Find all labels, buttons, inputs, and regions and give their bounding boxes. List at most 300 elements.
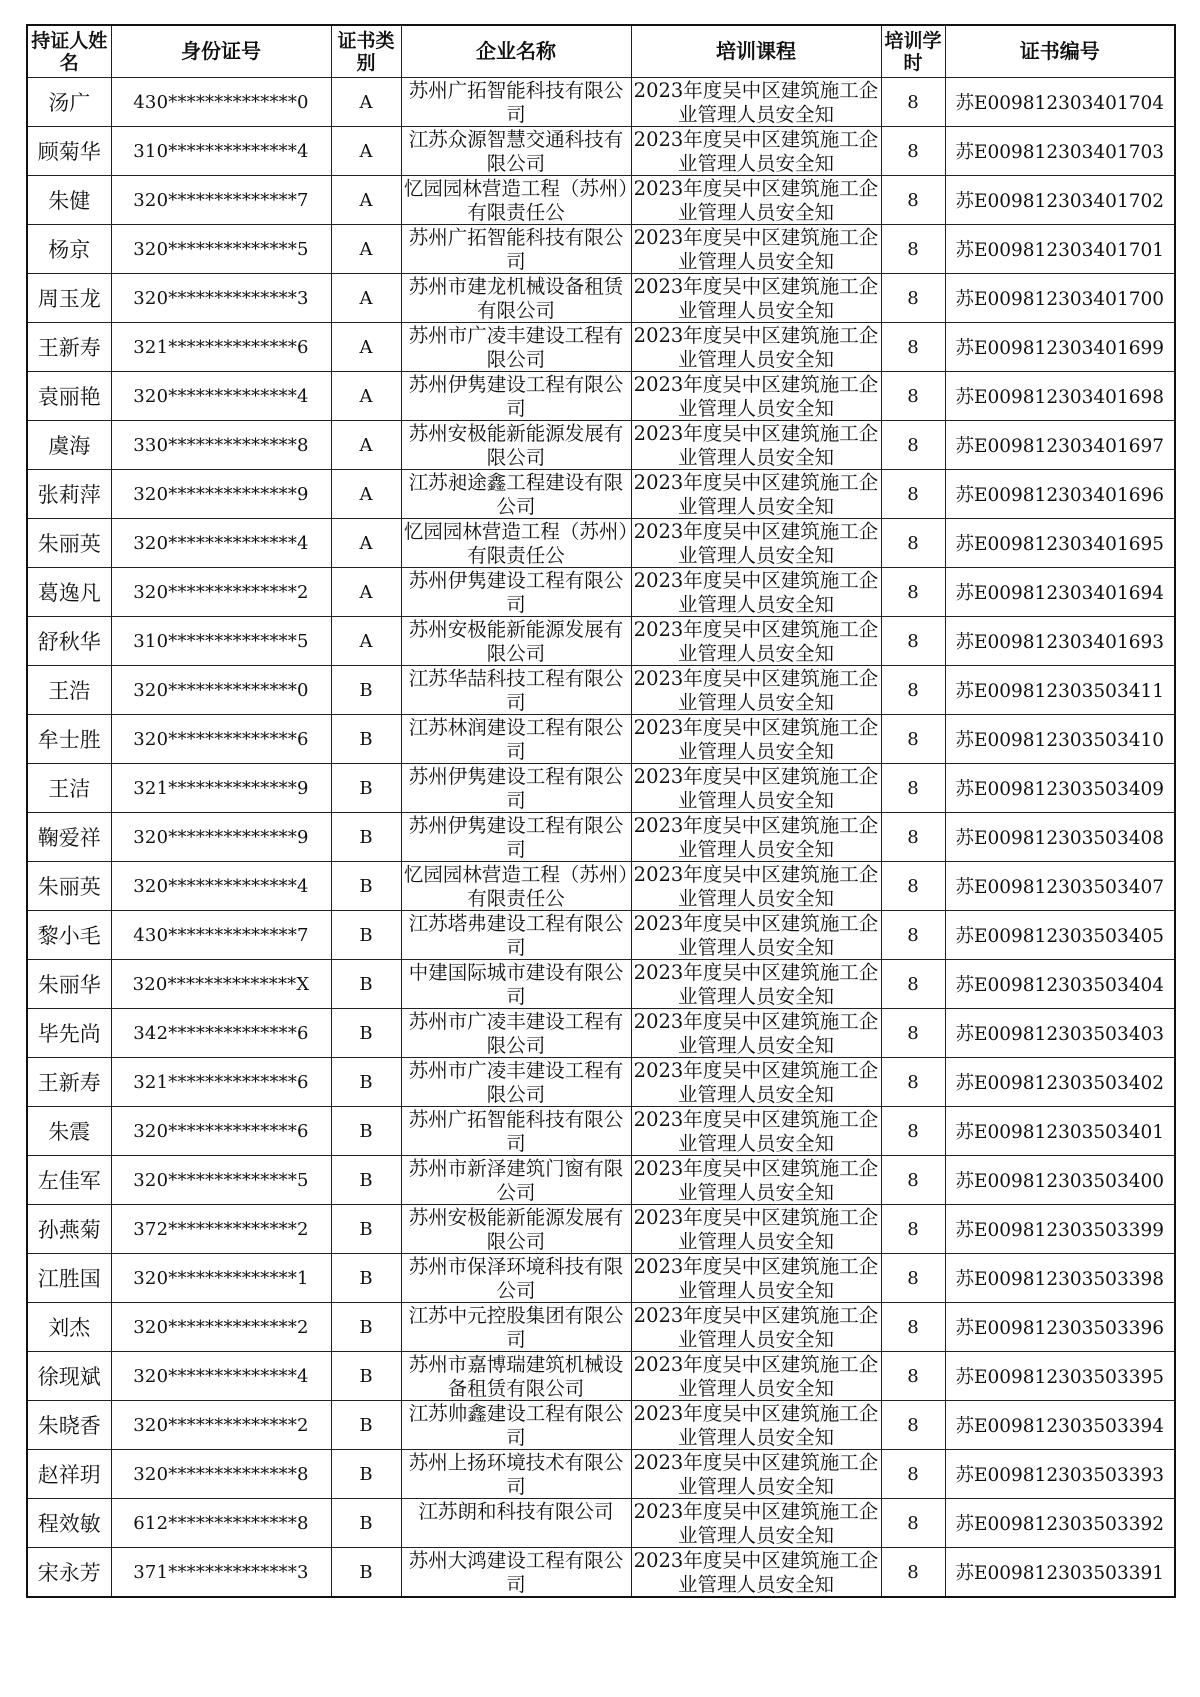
cell-id-number: 321**************6 bbox=[111, 1058, 331, 1107]
cell-hours: 8 bbox=[881, 1303, 945, 1352]
cell-course-text: 2023年度吴中区建筑施工企业管理人员安全知 bbox=[633, 422, 879, 468]
cell-cert-type: B bbox=[331, 911, 401, 960]
cell-id-number: 321**************9 bbox=[111, 764, 331, 813]
cell-id-number: 320**************2 bbox=[111, 568, 331, 617]
cell-company bbox=[401, 127, 631, 176]
table-row bbox=[27, 715, 1175, 764]
table-body bbox=[27, 78, 1175, 1598]
cell-hours: 8 bbox=[881, 862, 945, 911]
cell-cert-type: B bbox=[331, 1156, 401, 1205]
table-row bbox=[27, 862, 1175, 911]
cell-cert-number: 苏E009812303503409 bbox=[945, 764, 1175, 813]
header-cert-type: 证书类别 bbox=[331, 25, 401, 78]
cell-id-number: 320**************3 bbox=[111, 274, 331, 323]
cell-company-text: 江苏林润建设工程有限公司 bbox=[408, 716, 624, 762]
cell-cert-number: 苏E009812303401693 bbox=[945, 617, 1175, 666]
cell-course-text: 2023年度吴中区建筑施工企业管理人员安全知 bbox=[633, 1157, 879, 1203]
cell-course-text: 2023年度吴中区建筑施工企业管理人员安全知 bbox=[633, 1402, 879, 1448]
cell-id-number: 612**************8 bbox=[111, 1499, 331, 1548]
table-row bbox=[27, 421, 1175, 470]
cell-course bbox=[631, 568, 881, 617]
table-row bbox=[27, 960, 1175, 1009]
table-row bbox=[27, 1548, 1175, 1598]
cell-cert-number: 苏E009812303503402 bbox=[945, 1058, 1175, 1107]
cell-holder-name: 顾菊华 bbox=[27, 127, 111, 176]
cell-hours: 8 bbox=[881, 1352, 945, 1401]
cell-course bbox=[631, 176, 881, 225]
cell-holder-name: 王新寿 bbox=[27, 323, 111, 372]
cell-company-text: 苏州市新泽建筑门窗有限公司 bbox=[408, 1157, 624, 1203]
cell-cert-type: A bbox=[331, 519, 401, 568]
cell-id-number: 430**************7 bbox=[111, 911, 331, 960]
cell-holder-name: 宋永芳 bbox=[27, 1548, 111, 1598]
cell-id-number: 320**************5 bbox=[111, 225, 331, 274]
cell-id-number: 320**************6 bbox=[111, 715, 331, 764]
cell-cert-number: 苏E009812303503392 bbox=[945, 1499, 1175, 1548]
cell-cert-type: B bbox=[331, 764, 401, 813]
cell-company-text: 苏州广拓智能科技有限公司 bbox=[408, 79, 624, 125]
cell-company-text: 苏州伊隽建设工程有限公司 bbox=[408, 373, 624, 419]
cell-company bbox=[401, 1009, 631, 1058]
cell-id-number: 320**************7 bbox=[111, 176, 331, 225]
cell-holder-name: 舒秋华 bbox=[27, 617, 111, 666]
cell-hours: 8 bbox=[881, 911, 945, 960]
cell-course bbox=[631, 960, 881, 1009]
cell-company-text: 江苏昶途鑫工程建设有限公司 bbox=[408, 471, 624, 517]
cell-company-text: 苏州安极能新能源发展有限公司 bbox=[408, 618, 624, 664]
cell-cert-type: A bbox=[331, 617, 401, 666]
cell-company bbox=[401, 274, 631, 323]
cell-cert-number: 苏E009812303503396 bbox=[945, 1303, 1175, 1352]
cell-course bbox=[631, 225, 881, 274]
cell-company bbox=[401, 1205, 631, 1254]
header-company: 企业名称 bbox=[401, 25, 631, 78]
cell-id-number: 320**************9 bbox=[111, 813, 331, 862]
cell-course-text: 2023年度吴中区建筑施工企业管理人员安全知 bbox=[633, 765, 879, 811]
cell-id-number: 320**************8 bbox=[111, 1450, 331, 1499]
cell-cert-type: B bbox=[331, 715, 401, 764]
cell-cert-number: 苏E009812303401704 bbox=[945, 78, 1175, 127]
cell-cert-number: 苏E009812303401696 bbox=[945, 470, 1175, 519]
cell-cert-type: A bbox=[331, 78, 401, 127]
cell-course bbox=[631, 1548, 881, 1598]
cell-company bbox=[401, 911, 631, 960]
cell-cert-type: B bbox=[331, 1401, 401, 1450]
cell-company bbox=[401, 225, 631, 274]
table-row bbox=[27, 1205, 1175, 1254]
table-row bbox=[27, 1156, 1175, 1205]
cell-cert-number: 苏E009812303503395 bbox=[945, 1352, 1175, 1401]
cell-course bbox=[631, 1009, 881, 1058]
cell-company-text: 苏州上扬环境技术有限公司 bbox=[408, 1451, 624, 1497]
table-row bbox=[27, 1107, 1175, 1156]
cell-cert-number: 苏E009812303503408 bbox=[945, 813, 1175, 862]
cell-cert-number: 苏E009812303401702 bbox=[945, 176, 1175, 225]
cell-hours: 8 bbox=[881, 421, 945, 470]
cell-course bbox=[631, 1205, 881, 1254]
cell-course bbox=[631, 764, 881, 813]
cell-course bbox=[631, 1058, 881, 1107]
cell-course bbox=[631, 911, 881, 960]
table-row bbox=[27, 666, 1175, 715]
cell-holder-name: 左佳军 bbox=[27, 1156, 111, 1205]
cell-cert-number: 苏E009812303401694 bbox=[945, 568, 1175, 617]
cell-company-text: 苏州市广凌丰建设工程有限公司 bbox=[408, 1059, 624, 1105]
table-row bbox=[27, 568, 1175, 617]
certificate-table bbox=[26, 24, 1176, 1598]
cell-company-text: 苏州伊隽建设工程有限公司 bbox=[408, 569, 624, 615]
cell-id-number: 371**************3 bbox=[111, 1548, 331, 1598]
cell-holder-name: 朱晓香 bbox=[27, 1401, 111, 1450]
cell-hours: 8 bbox=[881, 519, 945, 568]
cell-holder-name: 鞠爱祥 bbox=[27, 813, 111, 862]
table-row bbox=[27, 1450, 1175, 1499]
cell-course bbox=[631, 1499, 881, 1548]
cell-course bbox=[631, 470, 881, 519]
cell-cert-type: B bbox=[331, 813, 401, 862]
cell-holder-name: 孙燕菊 bbox=[27, 1205, 111, 1254]
cell-id-number: 330**************8 bbox=[111, 421, 331, 470]
cell-hours: 8 bbox=[881, 225, 945, 274]
cell-holder-name: 江胜国 bbox=[27, 1254, 111, 1303]
cell-course-text: 2023年度吴中区建筑施工企业管理人员安全知 bbox=[633, 569, 879, 615]
cell-company-text: 江苏塔弗建设工程有限公司 bbox=[408, 912, 624, 958]
cell-course bbox=[631, 715, 881, 764]
cell-cert-number: 苏E009812303401700 bbox=[945, 274, 1175, 323]
cell-company-text: 苏州市保泽环境科技有限公司 bbox=[408, 1255, 624, 1301]
table-row bbox=[27, 176, 1175, 225]
cell-cert-number: 苏E009812303503391 bbox=[945, 1548, 1175, 1598]
cell-course-text: 2023年度吴中区建筑施工企业管理人员安全知 bbox=[633, 961, 879, 1007]
cell-hours: 8 bbox=[881, 372, 945, 421]
cell-course-text: 2023年度吴中区建筑施工企业管理人员安全知 bbox=[633, 716, 879, 762]
cell-cert-type: A bbox=[331, 274, 401, 323]
cell-course bbox=[631, 1450, 881, 1499]
cell-cert-type: A bbox=[331, 323, 401, 372]
cell-hours: 8 bbox=[881, 764, 945, 813]
cell-course bbox=[631, 1303, 881, 1352]
cell-company bbox=[401, 1303, 631, 1352]
cell-hours: 8 bbox=[881, 568, 945, 617]
table-row bbox=[27, 911, 1175, 960]
cell-company-text: 江苏华喆科技工程有限公司 bbox=[408, 667, 624, 713]
cell-course-text: 2023年度吴中区建筑施工企业管理人员安全知 bbox=[633, 1206, 879, 1252]
cell-holder-name: 王洁 bbox=[27, 764, 111, 813]
cell-course bbox=[631, 666, 881, 715]
cell-cert-number: 苏E009812303503400 bbox=[945, 1156, 1175, 1205]
cell-cert-type: A bbox=[331, 470, 401, 519]
cell-course-text: 2023年度吴中区建筑施工企业管理人员安全知 bbox=[633, 1059, 879, 1105]
cell-hours: 8 bbox=[881, 1401, 945, 1450]
cell-cert-number: 苏E009812303503393 bbox=[945, 1450, 1175, 1499]
cell-cert-type: B bbox=[331, 1352, 401, 1401]
cell-course-text: 2023年度吴中区建筑施工企业管理人员安全知 bbox=[633, 1353, 879, 1399]
cell-cert-type: B bbox=[331, 862, 401, 911]
cell-cert-number: 苏E009812303503403 bbox=[945, 1009, 1175, 1058]
header-holder-name: 持证人姓名 bbox=[27, 25, 111, 78]
cell-company bbox=[401, 1352, 631, 1401]
table-row bbox=[27, 470, 1175, 519]
cell-id-number: 320**************2 bbox=[111, 1401, 331, 1450]
cell-course-text: 2023年度吴中区建筑施工企业管理人员安全知 bbox=[633, 373, 879, 419]
cell-id-number: 320**************X bbox=[111, 960, 331, 1009]
cell-hours: 8 bbox=[881, 1058, 945, 1107]
cell-course bbox=[631, 78, 881, 127]
cell-hours: 8 bbox=[881, 1156, 945, 1205]
cell-course-text: 2023年度吴中区建筑施工企业管理人员安全知 bbox=[633, 667, 879, 713]
cell-company bbox=[401, 1156, 631, 1205]
table-row bbox=[27, 127, 1175, 176]
cell-course bbox=[631, 519, 881, 568]
cell-id-number: 320**************4 bbox=[111, 1352, 331, 1401]
cell-course-text: 2023年度吴中区建筑施工企业管理人员安全知 bbox=[633, 618, 879, 664]
cell-course bbox=[631, 1352, 881, 1401]
cell-hours: 8 bbox=[881, 1009, 945, 1058]
table-row bbox=[27, 372, 1175, 421]
cell-company bbox=[401, 617, 631, 666]
table-row bbox=[27, 225, 1175, 274]
cell-course bbox=[631, 1254, 881, 1303]
cell-id-number: 320**************4 bbox=[111, 372, 331, 421]
cell-cert-number: 苏E009812303401697 bbox=[945, 421, 1175, 470]
cell-cert-number: 苏E009812303503404 bbox=[945, 960, 1175, 1009]
cell-company-text: 江苏朗和科技有限公司 bbox=[418, 1500, 614, 1523]
cell-holder-name: 周玉龙 bbox=[27, 274, 111, 323]
table-row bbox=[27, 1352, 1175, 1401]
cell-cert-type: A bbox=[331, 127, 401, 176]
cell-id-number: 320**************6 bbox=[111, 1107, 331, 1156]
cell-cert-type: B bbox=[331, 1254, 401, 1303]
cell-id-number: 320**************9 bbox=[111, 470, 331, 519]
cell-cert-type: B bbox=[331, 666, 401, 715]
table-row bbox=[27, 274, 1175, 323]
cell-company bbox=[401, 78, 631, 127]
cell-hours: 8 bbox=[881, 323, 945, 372]
cell-company-text: 忆园园林营造工程（苏州）有限责任公 bbox=[403, 863, 629, 909]
cell-company bbox=[401, 1107, 631, 1156]
cell-hours: 8 bbox=[881, 1107, 945, 1156]
cell-company bbox=[401, 862, 631, 911]
cell-course-text: 2023年度吴中区建筑施工企业管理人员安全知 bbox=[633, 275, 879, 321]
table-row bbox=[27, 1009, 1175, 1058]
cell-cert-type: A bbox=[331, 421, 401, 470]
cell-course-text: 2023年度吴中区建筑施工企业管理人员安全知 bbox=[633, 128, 879, 174]
cell-holder-name: 朱丽英 bbox=[27, 862, 111, 911]
cell-company-text: 江苏帅鑫建设工程有限公司 bbox=[408, 1402, 624, 1448]
cell-holder-name: 程效敏 bbox=[27, 1499, 111, 1548]
cell-id-number: 321**************6 bbox=[111, 323, 331, 372]
cell-company bbox=[401, 568, 631, 617]
cell-course bbox=[631, 617, 881, 666]
cell-company bbox=[401, 764, 631, 813]
cell-hours: 8 bbox=[881, 715, 945, 764]
cell-company-text: 苏州安极能新能源发展有限公司 bbox=[408, 1206, 624, 1252]
cell-id-number: 342**************6 bbox=[111, 1009, 331, 1058]
cell-cert-number: 苏E009812303401698 bbox=[945, 372, 1175, 421]
cell-course-text: 2023年度吴中区建筑施工企业管理人员安全知 bbox=[633, 1304, 879, 1350]
cell-course-text: 2023年度吴中区建筑施工企业管理人员安全知 bbox=[633, 177, 879, 223]
cell-cert-type: B bbox=[331, 1499, 401, 1548]
cell-hours: 8 bbox=[881, 78, 945, 127]
cell-cert-number: 苏E009812303503411 bbox=[945, 666, 1175, 715]
cell-id-number: 310**************5 bbox=[111, 617, 331, 666]
table-row bbox=[27, 1401, 1175, 1450]
cell-holder-name: 汤广 bbox=[27, 78, 111, 127]
cell-cert-number: 苏E009812303503407 bbox=[945, 862, 1175, 911]
cell-company-text: 苏州广拓智能科技有限公司 bbox=[408, 1108, 624, 1154]
cell-holder-name: 张莉萍 bbox=[27, 470, 111, 519]
cell-cert-type: B bbox=[331, 1205, 401, 1254]
cell-company bbox=[401, 1450, 631, 1499]
table-row bbox=[27, 78, 1175, 127]
cell-course bbox=[631, 813, 881, 862]
cell-cert-number: 苏E009812303401695 bbox=[945, 519, 1175, 568]
cell-course-text: 2023年度吴中区建筑施工企业管理人员安全知 bbox=[633, 1108, 879, 1154]
cell-hours: 8 bbox=[881, 960, 945, 1009]
table-row bbox=[27, 519, 1175, 568]
table-row bbox=[27, 813, 1175, 862]
cell-cert-number: 苏E009812303503405 bbox=[945, 911, 1175, 960]
cell-cert-number: 苏E009812303401699 bbox=[945, 323, 1175, 372]
cell-cert-type: A bbox=[331, 568, 401, 617]
cell-cert-number: 苏E009812303503410 bbox=[945, 715, 1175, 764]
cell-course-text: 2023年度吴中区建筑施工企业管理人员安全知 bbox=[633, 863, 879, 909]
cell-holder-name: 朱丽华 bbox=[27, 960, 111, 1009]
cell-company-text: 苏州大鸿建设工程有限公司 bbox=[408, 1549, 624, 1595]
cell-course bbox=[631, 1401, 881, 1450]
cell-company-text: 江苏中元控股集团有限公司 bbox=[408, 1304, 624, 1350]
cell-hours: 8 bbox=[881, 617, 945, 666]
cell-company-text: 中建国际城市建设有限公司 bbox=[408, 961, 624, 1007]
cell-cert-type: B bbox=[331, 1303, 401, 1352]
cell-holder-name: 葛逸凡 bbox=[27, 568, 111, 617]
cell-course-text: 2023年度吴中区建筑施工企业管理人员安全知 bbox=[633, 79, 879, 125]
cell-cert-type: B bbox=[331, 1450, 401, 1499]
cell-holder-name: 朱震 bbox=[27, 1107, 111, 1156]
cell-company-text: 江苏众源智慧交通科技有限公司 bbox=[408, 128, 624, 174]
cell-company bbox=[401, 519, 631, 568]
cell-cert-type: B bbox=[331, 1009, 401, 1058]
header-cert-number: 证书编号 bbox=[945, 25, 1175, 78]
header-course: 培训课程 bbox=[631, 25, 881, 78]
cell-company bbox=[401, 715, 631, 764]
cell-course bbox=[631, 274, 881, 323]
header-hours: 培训学时 bbox=[881, 25, 945, 78]
cell-holder-name: 黎小毛 bbox=[27, 911, 111, 960]
cell-company bbox=[401, 1548, 631, 1598]
cell-cert-number: 苏E009812303401701 bbox=[945, 225, 1175, 274]
cell-company bbox=[401, 176, 631, 225]
cell-company-text: 忆园园林营造工程（苏州）有限责任公 bbox=[403, 520, 629, 566]
cell-cert-number: 苏E009812303503401 bbox=[945, 1107, 1175, 1156]
cell-company bbox=[401, 1401, 631, 1450]
cell-id-number: 430**************0 bbox=[111, 78, 331, 127]
table-row bbox=[27, 1058, 1175, 1107]
cell-company bbox=[401, 470, 631, 519]
cell-hours: 8 bbox=[881, 127, 945, 176]
cell-hours: 8 bbox=[881, 1450, 945, 1499]
cell-company bbox=[401, 1058, 631, 1107]
cell-holder-name: 杨京 bbox=[27, 225, 111, 274]
cell-cert-type: A bbox=[331, 225, 401, 274]
cell-cert-type: A bbox=[331, 176, 401, 225]
cell-cert-number: 苏E009812303503394 bbox=[945, 1401, 1175, 1450]
cell-course bbox=[631, 862, 881, 911]
cell-course bbox=[631, 323, 881, 372]
table-header bbox=[27, 25, 1175, 78]
cell-company-text: 苏州市广凌丰建设工程有限公司 bbox=[408, 1010, 624, 1056]
cell-hours: 8 bbox=[881, 666, 945, 715]
cell-hours: 8 bbox=[881, 176, 945, 225]
cell-course bbox=[631, 372, 881, 421]
cell-company bbox=[401, 960, 631, 1009]
cell-holder-name: 毕先尚 bbox=[27, 1009, 111, 1058]
cell-holder-name: 牟士胜 bbox=[27, 715, 111, 764]
cell-course bbox=[631, 421, 881, 470]
cell-course-text: 2023年度吴中区建筑施工企业管理人员安全知 bbox=[633, 226, 879, 272]
cell-cert-type: B bbox=[331, 1107, 401, 1156]
cell-company bbox=[401, 813, 631, 862]
cell-id-number: 320**************4 bbox=[111, 519, 331, 568]
cell-cert-type: A bbox=[331, 372, 401, 421]
cell-company-text: 苏州市嘉博瑞建筑机械设备租赁有限公司 bbox=[408, 1353, 624, 1399]
cell-id-number: 320**************1 bbox=[111, 1254, 331, 1303]
cell-company bbox=[401, 323, 631, 372]
table-row bbox=[27, 764, 1175, 813]
cell-company-text: 苏州广拓智能科技有限公司 bbox=[408, 226, 624, 272]
cell-company bbox=[401, 1499, 631, 1548]
cell-hours: 8 bbox=[881, 1254, 945, 1303]
cell-company-text: 苏州伊隽建设工程有限公司 bbox=[408, 814, 624, 860]
cell-id-number: 320**************5 bbox=[111, 1156, 331, 1205]
cell-hours: 8 bbox=[881, 1499, 945, 1548]
cell-company-text: 苏州安极能新能源发展有限公司 bbox=[408, 422, 624, 468]
cell-hours: 8 bbox=[881, 813, 945, 862]
cell-course-text: 2023年度吴中区建筑施工企业管理人员安全知 bbox=[633, 471, 879, 517]
cell-company-text: 忆园园林营造工程（苏州）有限责任公 bbox=[403, 177, 629, 223]
cell-course-text: 2023年度吴中区建筑施工企业管理人员安全知 bbox=[633, 324, 879, 370]
table-row bbox=[27, 617, 1175, 666]
cell-cert-type: B bbox=[331, 1058, 401, 1107]
cell-hours: 8 bbox=[881, 1548, 945, 1598]
cell-course-text: 2023年度吴中区建筑施工企业管理人员安全知 bbox=[633, 912, 879, 958]
cell-cert-number: 苏E009812303401703 bbox=[945, 127, 1175, 176]
cell-company-text: 苏州伊隽建设工程有限公司 bbox=[408, 765, 624, 811]
cell-company bbox=[401, 1254, 631, 1303]
cell-company bbox=[401, 372, 631, 421]
cell-cert-type: B bbox=[331, 960, 401, 1009]
cell-holder-name: 王浩 bbox=[27, 666, 111, 715]
cell-id-number: 320**************4 bbox=[111, 862, 331, 911]
cell-id-number: 320**************0 bbox=[111, 666, 331, 715]
cell-company-text: 苏州市广凌丰建设工程有限公司 bbox=[408, 324, 624, 370]
cell-holder-name: 袁丽艳 bbox=[27, 372, 111, 421]
cell-holder-name: 赵祥玥 bbox=[27, 1450, 111, 1499]
header-id-number: 身份证号 bbox=[111, 25, 331, 78]
cell-id-number: 320**************2 bbox=[111, 1303, 331, 1352]
cell-holder-name: 虞海 bbox=[27, 421, 111, 470]
cell-holder-name: 朱健 bbox=[27, 176, 111, 225]
cell-holder-name: 刘杰 bbox=[27, 1303, 111, 1352]
cell-hours: 8 bbox=[881, 274, 945, 323]
cell-cert-number: 苏E009812303503399 bbox=[945, 1205, 1175, 1254]
cell-course-text: 2023年度吴中区建筑施工企业管理人员安全知 bbox=[633, 520, 879, 566]
cell-hours: 8 bbox=[881, 470, 945, 519]
cell-id-number: 310**************4 bbox=[111, 127, 331, 176]
cell-course-text: 2023年度吴中区建筑施工企业管理人员安全知 bbox=[633, 1549, 879, 1595]
table-row bbox=[27, 1254, 1175, 1303]
table-row bbox=[27, 323, 1175, 372]
